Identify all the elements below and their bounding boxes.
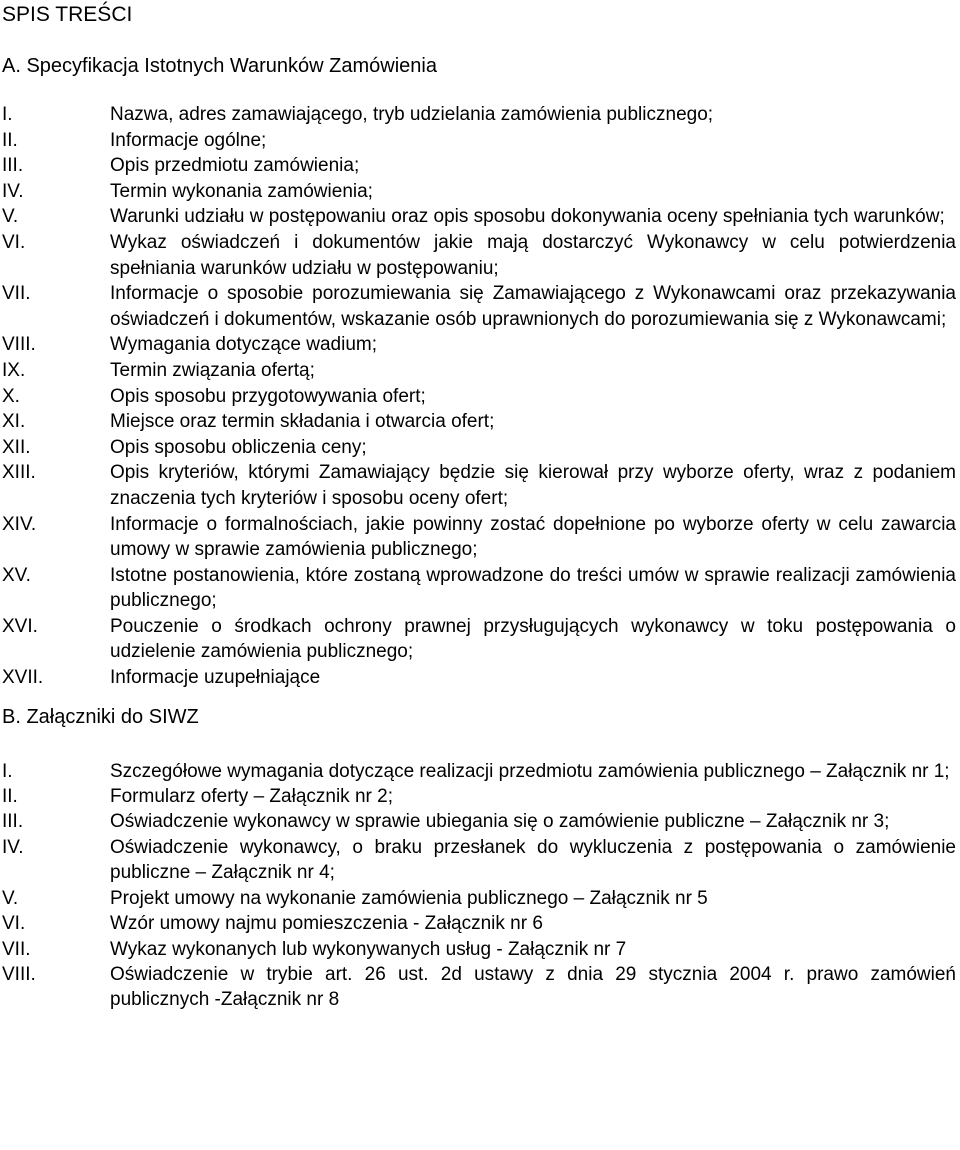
section-a-item-number: II. [2,129,18,151]
section-a-item [0,153,960,179]
section-a-item [0,179,960,205]
section-a-item-number: XIV. [2,513,37,535]
section-a-item-text: Informacje ogólne; [110,129,267,151]
section-a-item-number: XII. [2,436,31,458]
section-a-item-text: Opis kryteriów, którymi Zamawiający będzie się kierował przy wyborze oferty, wraz z podaniem znaczenia tych kryteriów i sposobu oceny ofert; [110,462,956,509]
section-b-item-number: V. [2,887,19,909]
section-a-item-number: XVII. [2,667,44,689]
section-a-item-number: XI. [2,411,26,433]
section-b-item-text: Oświadczenie wykonawcy, o braku przesłanek do wykluczenia z postępowania o zamówienie publiczne – Załącznik nr 4; [110,836,956,884]
section-a-item [0,128,960,154]
section-a-item-number: I. [2,104,13,125]
section-a-item-text: Warunki udziału w postępowaniu oraz opis sposobu dokonywania oceny spełniania tych warunków; [110,206,945,228]
section-a-item [0,332,960,358]
section-a-item-number: IV. [2,180,24,202]
section-b-item [0,911,960,936]
section-a-item [0,102,960,128]
section-b-item [0,759,960,784]
section-a-item-number: VIII. [2,334,36,356]
section-b-item-number: VII. [2,938,31,960]
section-a-list [0,102,960,691]
section-b-item [0,937,960,962]
section-b-item-number: VIII. [2,963,36,985]
section-b-item [0,835,960,886]
section-a-item-text: Wymagania dotyczące wadium; [110,334,378,356]
section-a-item-text: Informacje uzupełniające [110,667,321,689]
section-a-item-number: III. [2,155,24,177]
section-b-item [0,886,960,911]
section-a-item-text: Miejsce oraz termin składania i otwarcia ofert; [110,411,495,433]
section-a-item-text: Opis przedmiotu zamówienia; [110,155,360,177]
section-a-item-text: Informacje o formalnościach, jakie powinny zostać dopełnione po wyborze oferty w celu zawarcia umowy w sprawie zamówienia publicznego; [110,513,956,561]
section-a-item-text: Istotne postanowienia, które zostaną wprowadzone do treści umów w sprawie realizacji zamówienia publicznego; [110,564,956,612]
section-a-item-text: Wykaz oświadczeń i dokumentów jakie mają dostarczyć Wykonawcy w celu potwierdzenia spełniania warunków udziału w postępowaniu; [110,231,956,279]
section-a-item [0,435,960,461]
section-a-item-text: Pouczenie o środkach ochrony prawnej przysługujących wykonawcy w toku postępowania o udzielenie zamówienia publicznego; [110,615,956,663]
section-b-item-text: Wykaz wykonanych lub wykonywanych usług - Załącznik nr 7 [110,938,627,960]
section-a-item [0,384,960,410]
section-a-item-text: Termin wykonania zamówienia; [110,180,373,202]
section-a-item-text: Opis sposobu przygotowywania ofert; [110,385,426,407]
section-b-item-text: Oświadczenie w trybie art. 26 ust. 2d ustawy z dnia 29 stycznia 2004 r. prawo zamówień publicznych -Załącznik nr 8 [110,963,956,1011]
section-b-item [0,962,960,1013]
section-a-item-number: XVI. [2,615,38,637]
section-a-item-text: Informacje o sposobie porozumiewania się Zamawiającego z Wykonawcami oraz przekazywania oświadczeń i dokumentów, wskazanie osób uprawnionych do porozumiewania się z Wykonawcami; [110,283,956,330]
section-a-item [0,512,960,563]
section-b-item-text: Wzór umowy najmu pomieszczenia - Załącznik nr 6 [110,913,543,935]
section-a-item-number: VI. [2,231,26,253]
section-a-heading: A. Specyfikacja Istotnych Warunków Zamówienia [2,55,437,77]
section-b-heading: B. Załączniki do SIWZ [2,705,199,728]
section-a-item [0,358,960,384]
section-b-item [0,784,960,809]
section-a-item [0,563,960,614]
section-b-list [0,759,960,1013]
section-b-item-text: Projekt umowy na wykonanie zamówienia publicznego – Załącznik nr 5 [110,887,708,909]
section-a-item [0,665,960,691]
section-b-item-number: III. [2,811,24,833]
section-b-item-number: IV. [2,836,24,858]
section-a-item-number: XV. [2,564,31,586]
section-a-item [0,614,960,665]
section-b-item-text: Szczegółowe wymagania dotyczące realizacji przedmiotu zamówienia publicznego – Załącznik nr 1; [110,760,950,782]
section-b-item [0,809,960,834]
document-title: SPIS TREŚCI [2,3,133,26]
section-a-item-text: Opis sposobu obliczenia ceny; [110,436,367,458]
section-a-item [0,460,960,511]
section-a-item [0,204,960,230]
section-b-item-number: VI. [2,913,26,935]
section-b-item-text: Formularz oferty – Załącznik nr 2; [110,786,393,808]
section-b-item-number: I. [2,760,13,782]
section-b-item-text: Oświadczenie wykonawcy w sprawie ubiegania się o zamówienie publiczne – Załącznik nr 3; [110,811,890,833]
section-a-item-number: X. [2,385,20,407]
section-a-item [0,281,960,332]
section-a-item [0,409,960,435]
section-a-item-number: V. [2,206,19,228]
section-a-item-text: Termin związania ofertą; [110,359,315,381]
section-a-item-text: Nazwa, adres zamawiającego, tryb udzielania zamówienia publicznego; [110,104,714,125]
section-b-item-number: II. [2,786,18,808]
section-a-item-number: XIII. [2,462,36,484]
section-a-item [0,230,960,281]
section-a-item-number: VII. [2,283,31,305]
section-a-item-number: IX. [2,359,26,381]
